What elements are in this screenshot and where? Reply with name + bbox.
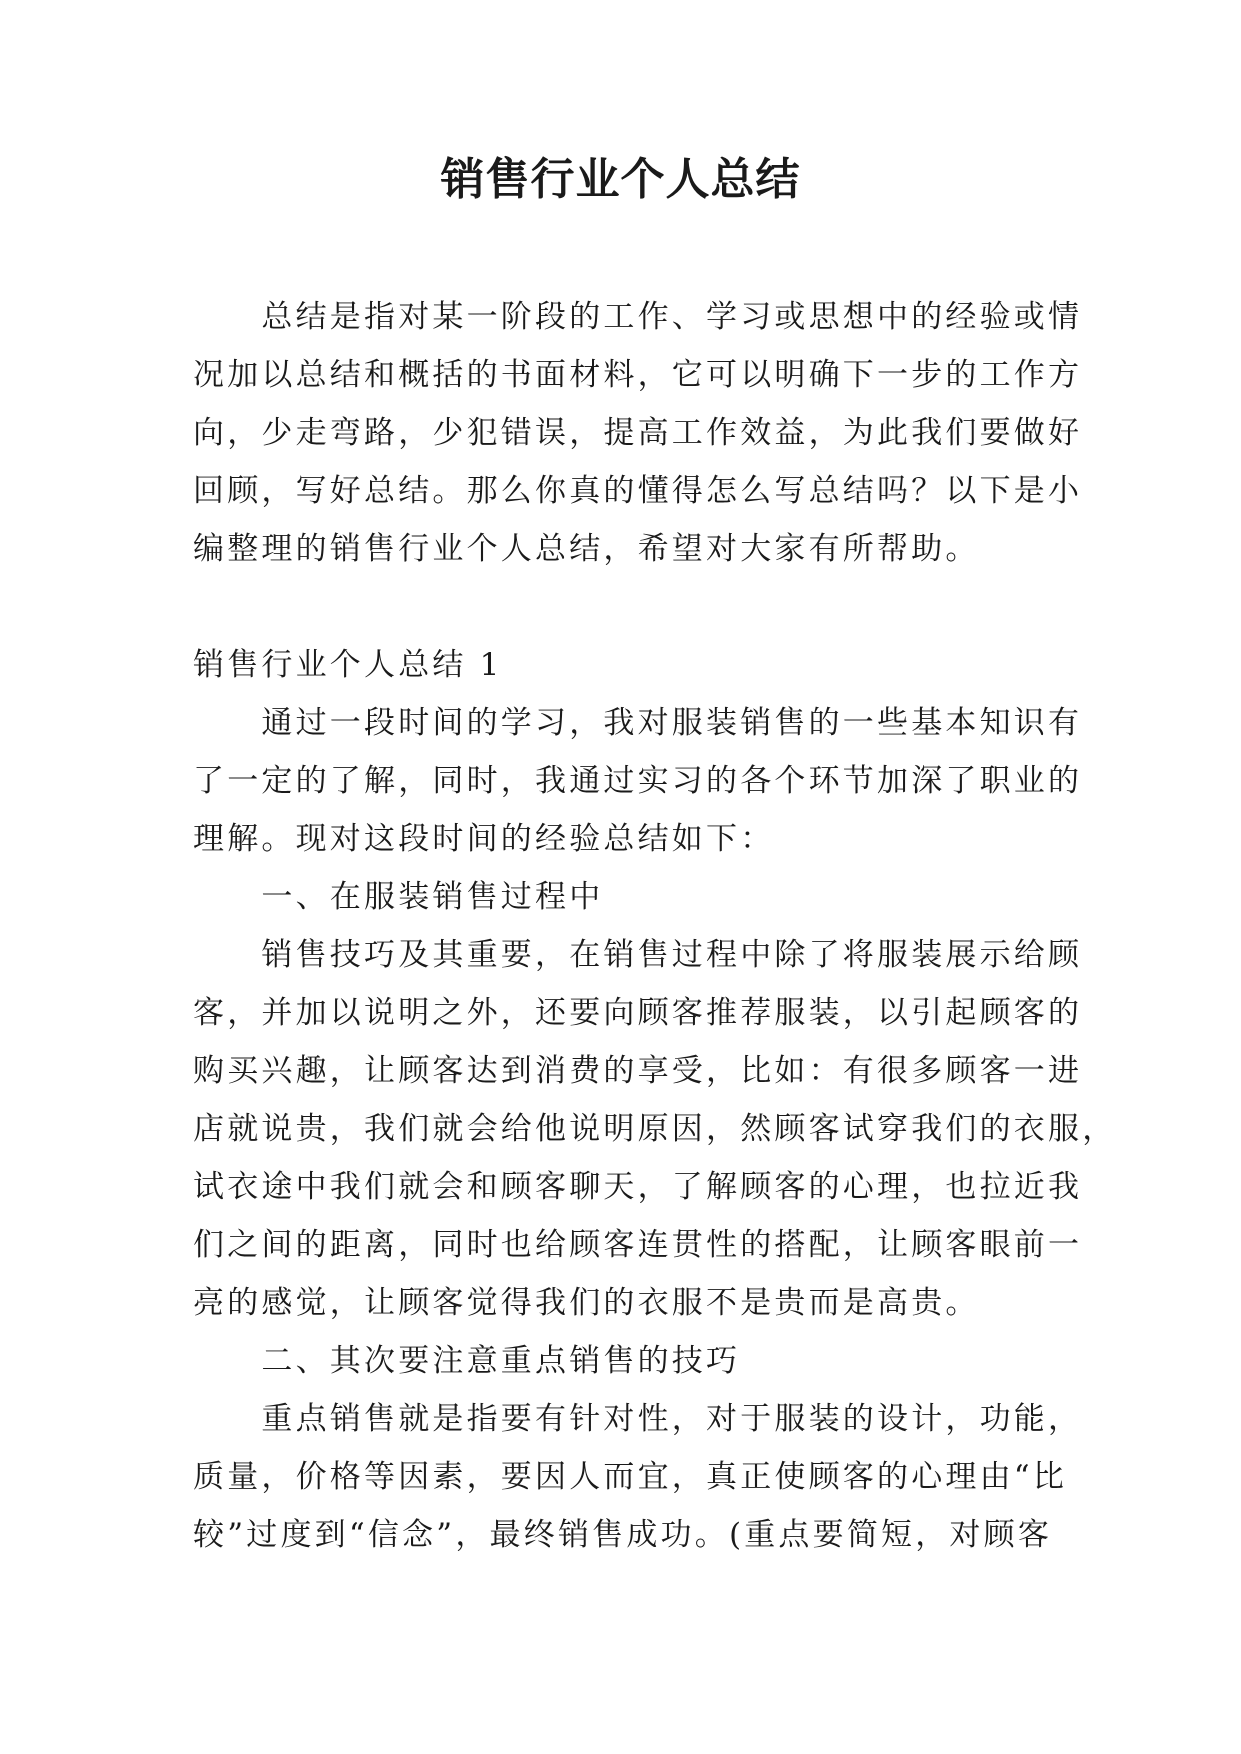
section-heading: 销售行业个人总结 1: [193, 647, 503, 683]
paragraph-line: 向，少走弯路，少犯错误，提高工作效益，为此我们要做好: [193, 415, 1083, 451]
paragraph-line: 总结是指对某一阶段的工作、学习或思想中的经验或情: [193, 299, 1083, 335]
document-title: 销售行业个人总结: [440, 154, 801, 205]
paragraph-line: 销售技巧及其重要，在销售过程中除了将服装展示给顾: [193, 937, 1083, 973]
paragraph-line: 通过一段时间的学习，我对服装销售的一些基本知识有: [193, 705, 1083, 741]
document-body: [193, 288, 1117, 1564]
paragraph-line: 客，并加以说明之外，还要向顾客推荐服装，以引起顾客的: [193, 995, 1083, 1031]
paragraph-line: 回顾，写好总结。那么你真的懂得怎么写总结吗？以下是小: [193, 473, 1083, 509]
paragraph-line: 质量，价格等因素，要因人而宜，真正使顾客的心理由“比: [193, 1459, 1068, 1495]
paragraph-line: 试衣途中我们就会和顾客聊天，了解顾客的心理，也拉近我: [193, 1169, 1083, 1205]
paragraph-spacer: [193, 578, 1053, 636]
paragraph-line: 编整理的销售行业个人总结，希望对大家有所帮助。: [193, 531, 980, 567]
paragraph-line: 况加以总结和概括的书面材料，它可以明确下一步的工作方: [193, 357, 1083, 393]
paragraph-line: 较”过度到“信念”，最终销售成功。(重点要简短，对顾客: [193, 1517, 1053, 1553]
subheading-line: 一、在服装销售过程中: [193, 879, 604, 915]
paragraph-line: 重点销售就是指要有针对性，对于服装的设计，功能，: [193, 1401, 1083, 1437]
paragraph-line: 购买兴趣，让顾客达到消费的享受，比如：有很多顾客一进: [193, 1053, 1083, 1089]
paragraph-line: 们之间的距离，同时也给顾客连贯性的搭配，让顾客眼前一: [193, 1227, 1083, 1263]
paragraph-line: 店就说贵，我们就会给他说明原因，然顾客试穿我们的衣服，: [193, 1111, 1117, 1147]
paragraph-line: 亮的感觉，让顾客觉得我们的衣服不是贵而是高贵。: [193, 1285, 980, 1321]
subheading-line: 二、其次要注意重点销售的技巧: [193, 1343, 741, 1379]
paragraph-line: 了一定的了解，同时，我通过实习的各个环节加深了职业的: [193, 763, 1083, 799]
paragraph-line: 理解。现对这段时间的经验总结如下：: [193, 821, 775, 857]
